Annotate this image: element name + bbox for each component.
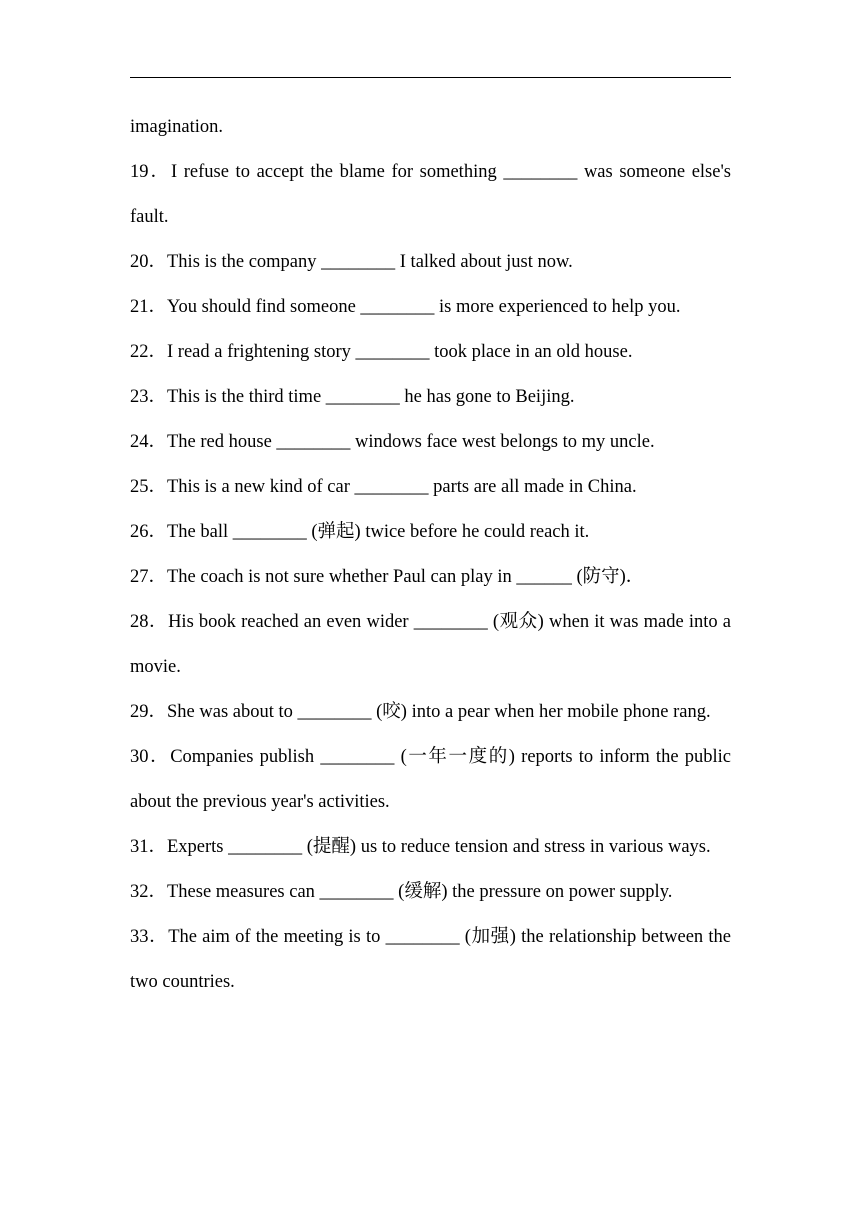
question-23: 23．This is the third time ________ he has gone to Beijing.: [130, 387, 575, 407]
question-26: 26．The ball ________ (弹起) twice before he could reach it.: [130, 522, 590, 542]
header-rule: [130, 77, 731, 78]
question-20: 20．This is the company ________ I talked about just now.: [130, 252, 573, 272]
question-25: 25．This is a new kind of car ________ parts are all made in China.: [130, 477, 637, 497]
question-31: 31．Experts ________ (提醒) us to reduce tension and stress in various ways.: [130, 837, 711, 857]
question-33: 33．The aim of the meeting is to ________ (加强) the relationship between the two countries.: [130, 927, 731, 992]
question-27: 27．The coach is not sure whether Paul can play in ______ (防守)．: [130, 567, 645, 587]
question-19: 19．I refuse to accept the blame for something ________ was someone else's fault.: [130, 162, 731, 227]
question-29: 29．She was about to ________ (咬) into a pear when her mobile phone rang.: [130, 702, 711, 722]
question-28: 28．His book reached an even wider ________ (观众) when it was made into a movie.: [130, 612, 731, 677]
exercise-list: [130, 105, 731, 1005]
question-30: 30．Companies publish ________ (一年一度的) reports to inform the public about the previous year's activities.: [130, 747, 731, 812]
question-21: 21．You should find someone ________ is more experienced to help you.: [130, 297, 681, 317]
question-22: 22．I read a frightening story ________ took place in an old house.: [130, 342, 633, 362]
question-24: 24．The red house ________ windows face west belongs to my uncle.: [130, 432, 655, 452]
question-32: 32．These measures can ________ (缓解) the pressure on power supply.: [130, 882, 673, 902]
continued-text: imagination.: [130, 117, 223, 137]
